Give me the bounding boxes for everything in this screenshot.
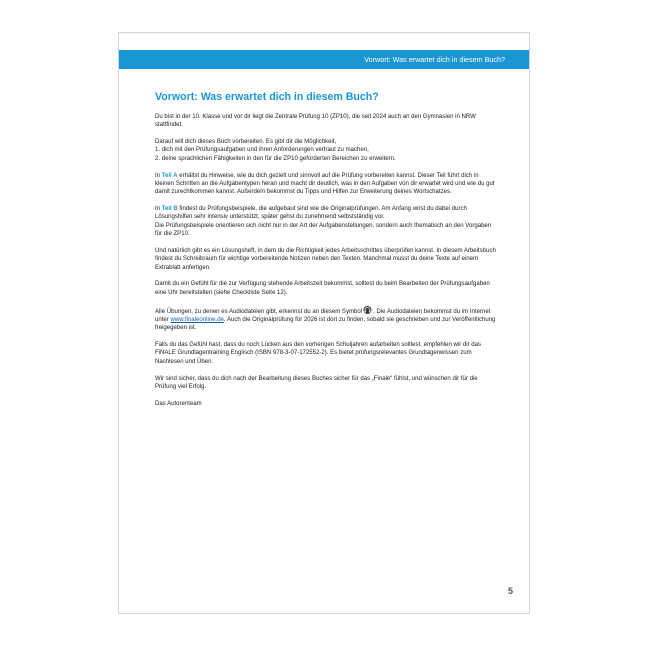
paragraph-time: Damit du ein Gefühl für die zur Verfügung stehende Arbeitszeit bekommst, solltest du beim Bearbeiten der Prüfungsaufgaben eine Uhr bereitstellen (siehe Checkliste Seite 12). xyxy=(155,281,490,296)
header-title: Vorwort: Was erwartet dich in diesem Buch? xyxy=(364,55,505,64)
paragraph-teil-a xyxy=(155,172,497,197)
header-bar xyxy=(119,50,529,69)
paragraph-closing: Wir sind sicher, dass du dich nach der Bearbeitung dieses Buches sicher für das „Finale“ fühlst, und wünschen dir für die Prüfung viel Erfolg. xyxy=(155,375,478,390)
teil-b-label: Teil B xyxy=(161,206,178,213)
audio-mid: . Die Audiodateien bekommst du im Internet unter xyxy=(155,308,491,323)
goals-item-2: 2. deine sprachlichen Fähigkeiten in den für die ZP10 geforderten Bereichen zu erweitern. xyxy=(155,155,396,162)
audio-pre: Alle Übungen, zu denen es Audiodateien gibt, erkennst du an diesem Symbol xyxy=(155,308,363,315)
finaleonline-link[interactable]: www.finaleonline.de xyxy=(170,316,224,323)
teil-b-text: findest du Prüfungsbeispiele, die aufgebaut sind wie die Originalprüfungen. Am Anfang wirst du dabei durch Lösungshilfen sehr intensiv unterstützt, später gehst du zunehmend selbstständig vor. xyxy=(155,206,467,221)
paragraph-solutions: Und natürlich gibt es ein Lösungsheft, in dem du die Richtigkeit jedes Arbeitsschrittes überprüfen kannst. In diesem Arbeitsbuch findest du Schreibraum für wichtige vorbereitende Notizen neben den Texten. Manchmal musst du deine Texte auf einem Extrablatt anfertigen. xyxy=(155,247,496,271)
teil-a-text: erhältst du Hinweise, wie du dich gezielt und sinnvoll auf die Prüfung vorbereiten kannst. Dieser Teil führt dich in kleinen Schritten an die Aufgabentypen heran und macht dir deutlich, was in den Aufgaben von dir erwartet wird und wie du gut damit zurechtkommen kannst. Außerdem bekommst du Tipps und Hilfen zur Erweiterung deines Wortschatzes. xyxy=(155,172,495,196)
signature: Das Autorenteam xyxy=(155,400,202,407)
document-page xyxy=(118,32,530,614)
page-title: Vorwort: Was erwartet dich in diesem Buch? xyxy=(155,91,379,103)
paragraph-goals xyxy=(155,138,497,163)
teil-b-pre: In xyxy=(155,206,162,213)
headphones-icon xyxy=(363,306,372,314)
page-content xyxy=(155,91,497,417)
teil-a-label: Teil A xyxy=(161,172,178,179)
paragraph-intro: Du bist in der 10. Klasse und vor dir liegt die Zentrale Prüfung 10 (ZP10), die seit 2024 auch an den Gymnasien in NRW stattfindet. xyxy=(155,114,476,129)
paragraph-teil-b xyxy=(155,205,497,238)
goals-intro: Darauf will dich dieses Buch vorbereiten. Es gibt dir die Möglichkeit, xyxy=(155,139,337,146)
audio-post: . Auch die Originalprüfung für 2026 ist dort zu finden, sobald sie geschrieben und zur Veröffentlichung freigegeben ist. xyxy=(155,316,496,332)
teil-b-second: Die Prüfungsbeispiele orientieren sich nicht nur in der Art der Aufgabenstellungen, sondern auch thematisch an den Vorgaben für die ZP10. xyxy=(155,222,492,238)
paragraph-grundlagen: Falls du das Gefühl hast, dass du noch Lücken aus den vorherigen Schuljahren aufarbeiten solltest, empfehlen wir dir das FiNALE Grundlagentraining Englisch (ISBN 978-3-07-172552-2). Es bietet prüfungsrelevantes Grundlagenwissen zum Nachlesen und Üben. xyxy=(155,342,482,365)
page-number: 5 xyxy=(507,586,513,596)
paragraph-audio xyxy=(155,306,497,333)
goals-item-1: 1. dich mit den Prüfungsaufgaben und ihren Anforderungen vertraut zu machen, xyxy=(155,147,369,154)
teil-a-pre: In xyxy=(155,172,162,179)
